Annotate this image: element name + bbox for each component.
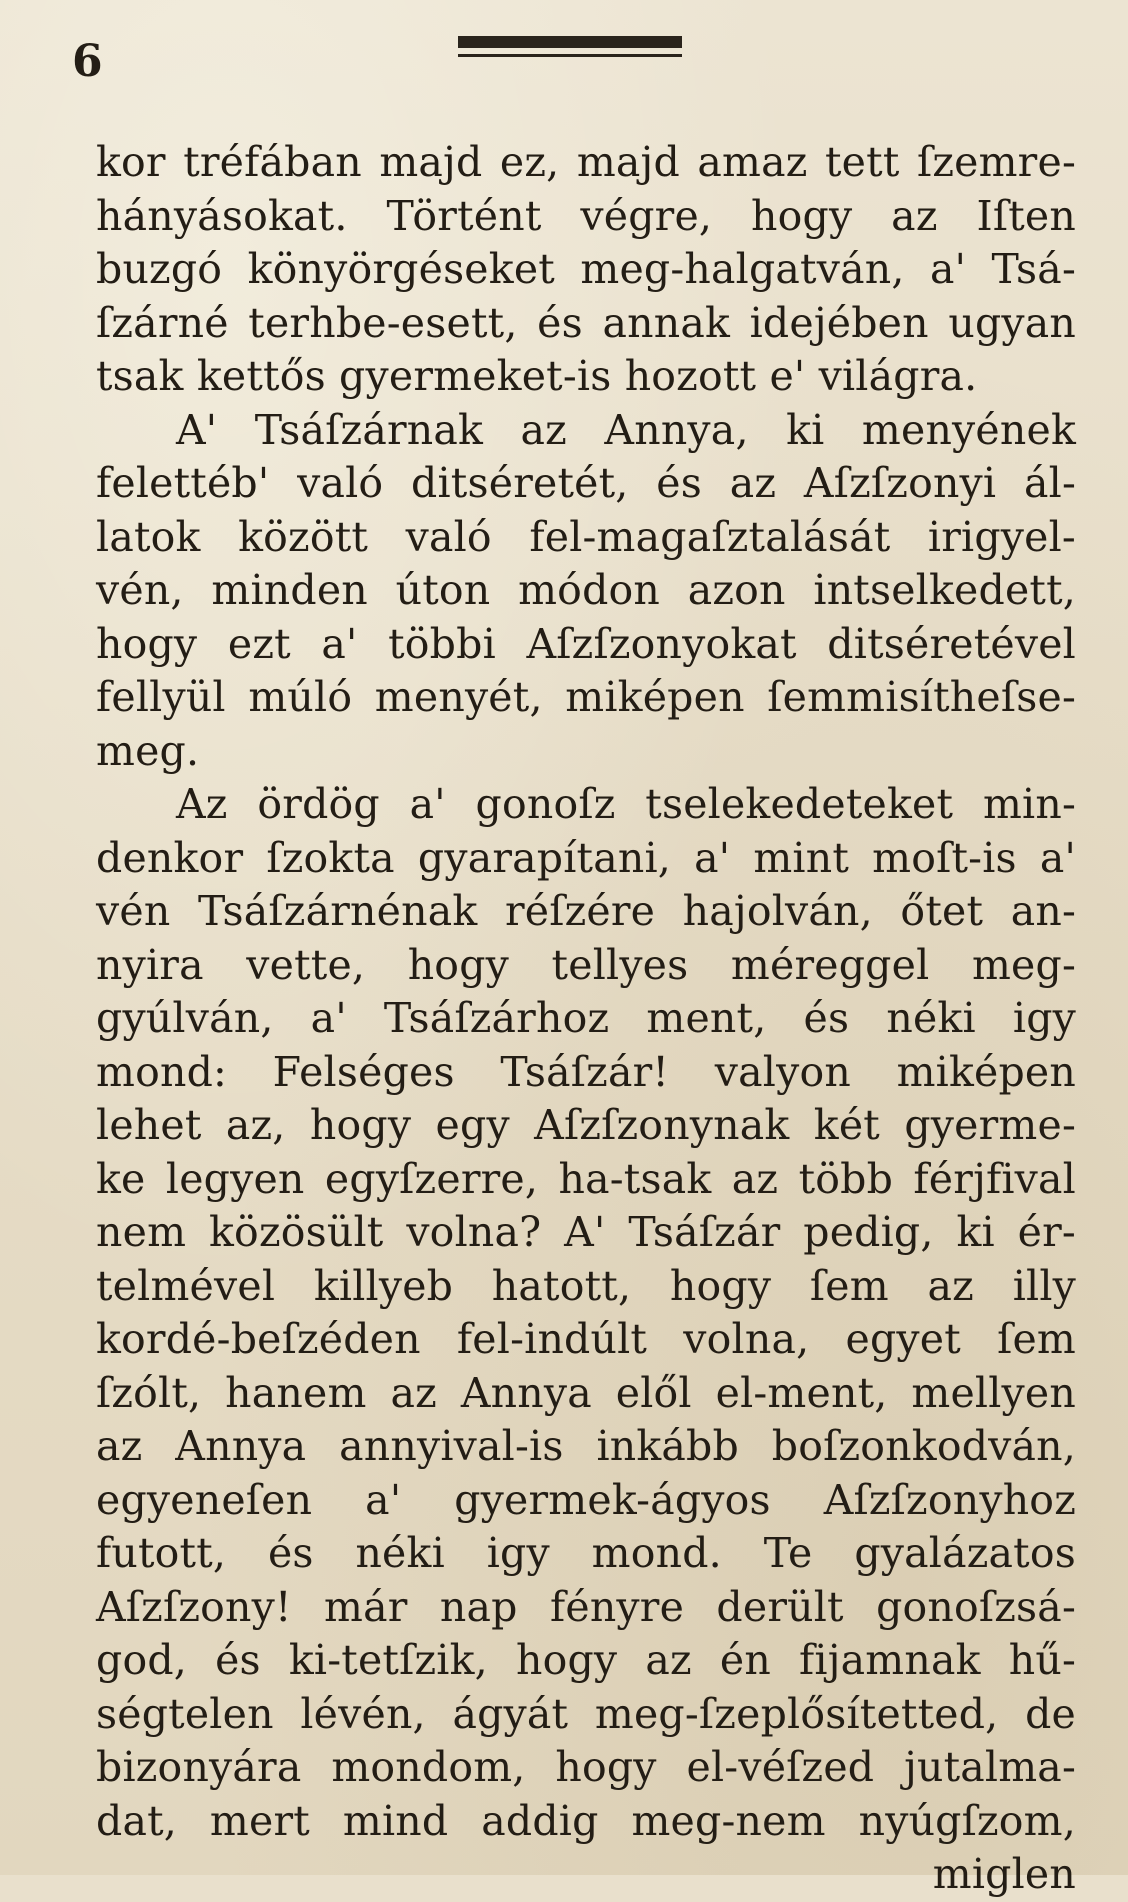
- paragraph-start-line: Az ördög a' gonoſz tselekedeteket min-: [176, 780, 1076, 828]
- text-line: latok között való fel-magaſztalását irigyel-: [96, 512, 1076, 561]
- text-line: fellyül múló menyét, miképen ſemmisítheſse-: [96, 673, 1076, 721]
- text-line: kor tréfában majd ez, majd amaz tett ſzemre-: [96, 138, 1076, 186]
- ornament-bar-thin: [458, 54, 682, 57]
- text-line: meg.: [96, 726, 200, 775]
- text-line: god, és ki-tetſzik, hogy az én fijamnak hű-: [96, 1636, 1076, 1684]
- text-line: dat, mert mind addig meg-nem nyúgſzom,: [96, 1796, 1076, 1845]
- ornament-bar-thick: [458, 36, 682, 48]
- page-number: 6: [72, 36, 103, 87]
- text-line: hányásokat. Történt végre, hogy az Iſten: [96, 191, 1076, 240]
- text-line: gyúlván, a' Tsáſzárhoz ment, és néki igy: [96, 994, 1076, 1042]
- catchword: miglen: [932, 1850, 1076, 1898]
- text-line: futott, és néki igy mond. Te gyalázatos: [96, 1529, 1076, 1577]
- text-line: az Annya annyival-is inkább boſzonkodván,: [96, 1422, 1076, 1470]
- text-line: ségtelen lévén, ágyát meg-ſzeplősítetted, de: [96, 1689, 1076, 1738]
- text-line: buzgó könyörgéseket meg-halgatván, a' Tsá-: [96, 245, 1076, 293]
- text-line: hogy ezt a' többi Aſzſzonyokat ditséretével: [96, 619, 1076, 668]
- text-line: bizonyára mondom, hogy el-véſzed jutalma-: [96, 1743, 1076, 1791]
- body-text: [96, 136, 1076, 1902]
- text-line: vén, minden úton módon azon intselkedett,: [96, 566, 1076, 614]
- text-line: ſzólt, hanem az Annya elől el-ment, mellyen: [96, 1368, 1076, 1417]
- paragraph-start-line: A' Tsáſzárnak az Annya, ki menyének: [176, 405, 1076, 454]
- text-line: lehet az, hogy egy Aſzſzonynak két gyerme-: [96, 1101, 1076, 1149]
- text-line: tsak kettős gyermeket-is hozott e' világra.: [96, 352, 978, 400]
- text-line: nyira vette, hogy tellyes méreggel meg-: [96, 940, 1076, 989]
- text-line: egyeneſen a' gyermek-ágyos Aſzſzonyhoz: [96, 1475, 1076, 1524]
- text-line: denkor ſzokta gyarapítani, a' mint moſt-is a': [96, 833, 1076, 882]
- text-line: Aſzſzony! már nap fényre derült gonoſzsá-: [96, 1582, 1076, 1631]
- text-line: nem közösült volna? A' Tsáſzár pedig, ki ér-: [96, 1208, 1076, 1256]
- header-ornament-rule: [458, 34, 682, 60]
- text-line: ke legyen egyſzerre, ha-tsak az több férjfival: [96, 1154, 1076, 1203]
- text-line: telmével killyeb hatott, hogy ſem az illy: [96, 1261, 1076, 1310]
- text-line: ſzárné terhbe-esett, és annak idejében ugyan: [96, 298, 1076, 347]
- text-line: vén Tsáſzárnénak réſzére hajolván, őtet an-: [96, 887, 1076, 935]
- text-line: felettéb' való ditséretét, és az Aſzſzonyi ál-: [96, 459, 1076, 507]
- text-line: mond: Felséges Tsáſzár! valyon miképen: [96, 1047, 1076, 1096]
- text-line: kordé-beſzéden fel-indúlt volna, egyet ſem: [96, 1315, 1076, 1363]
